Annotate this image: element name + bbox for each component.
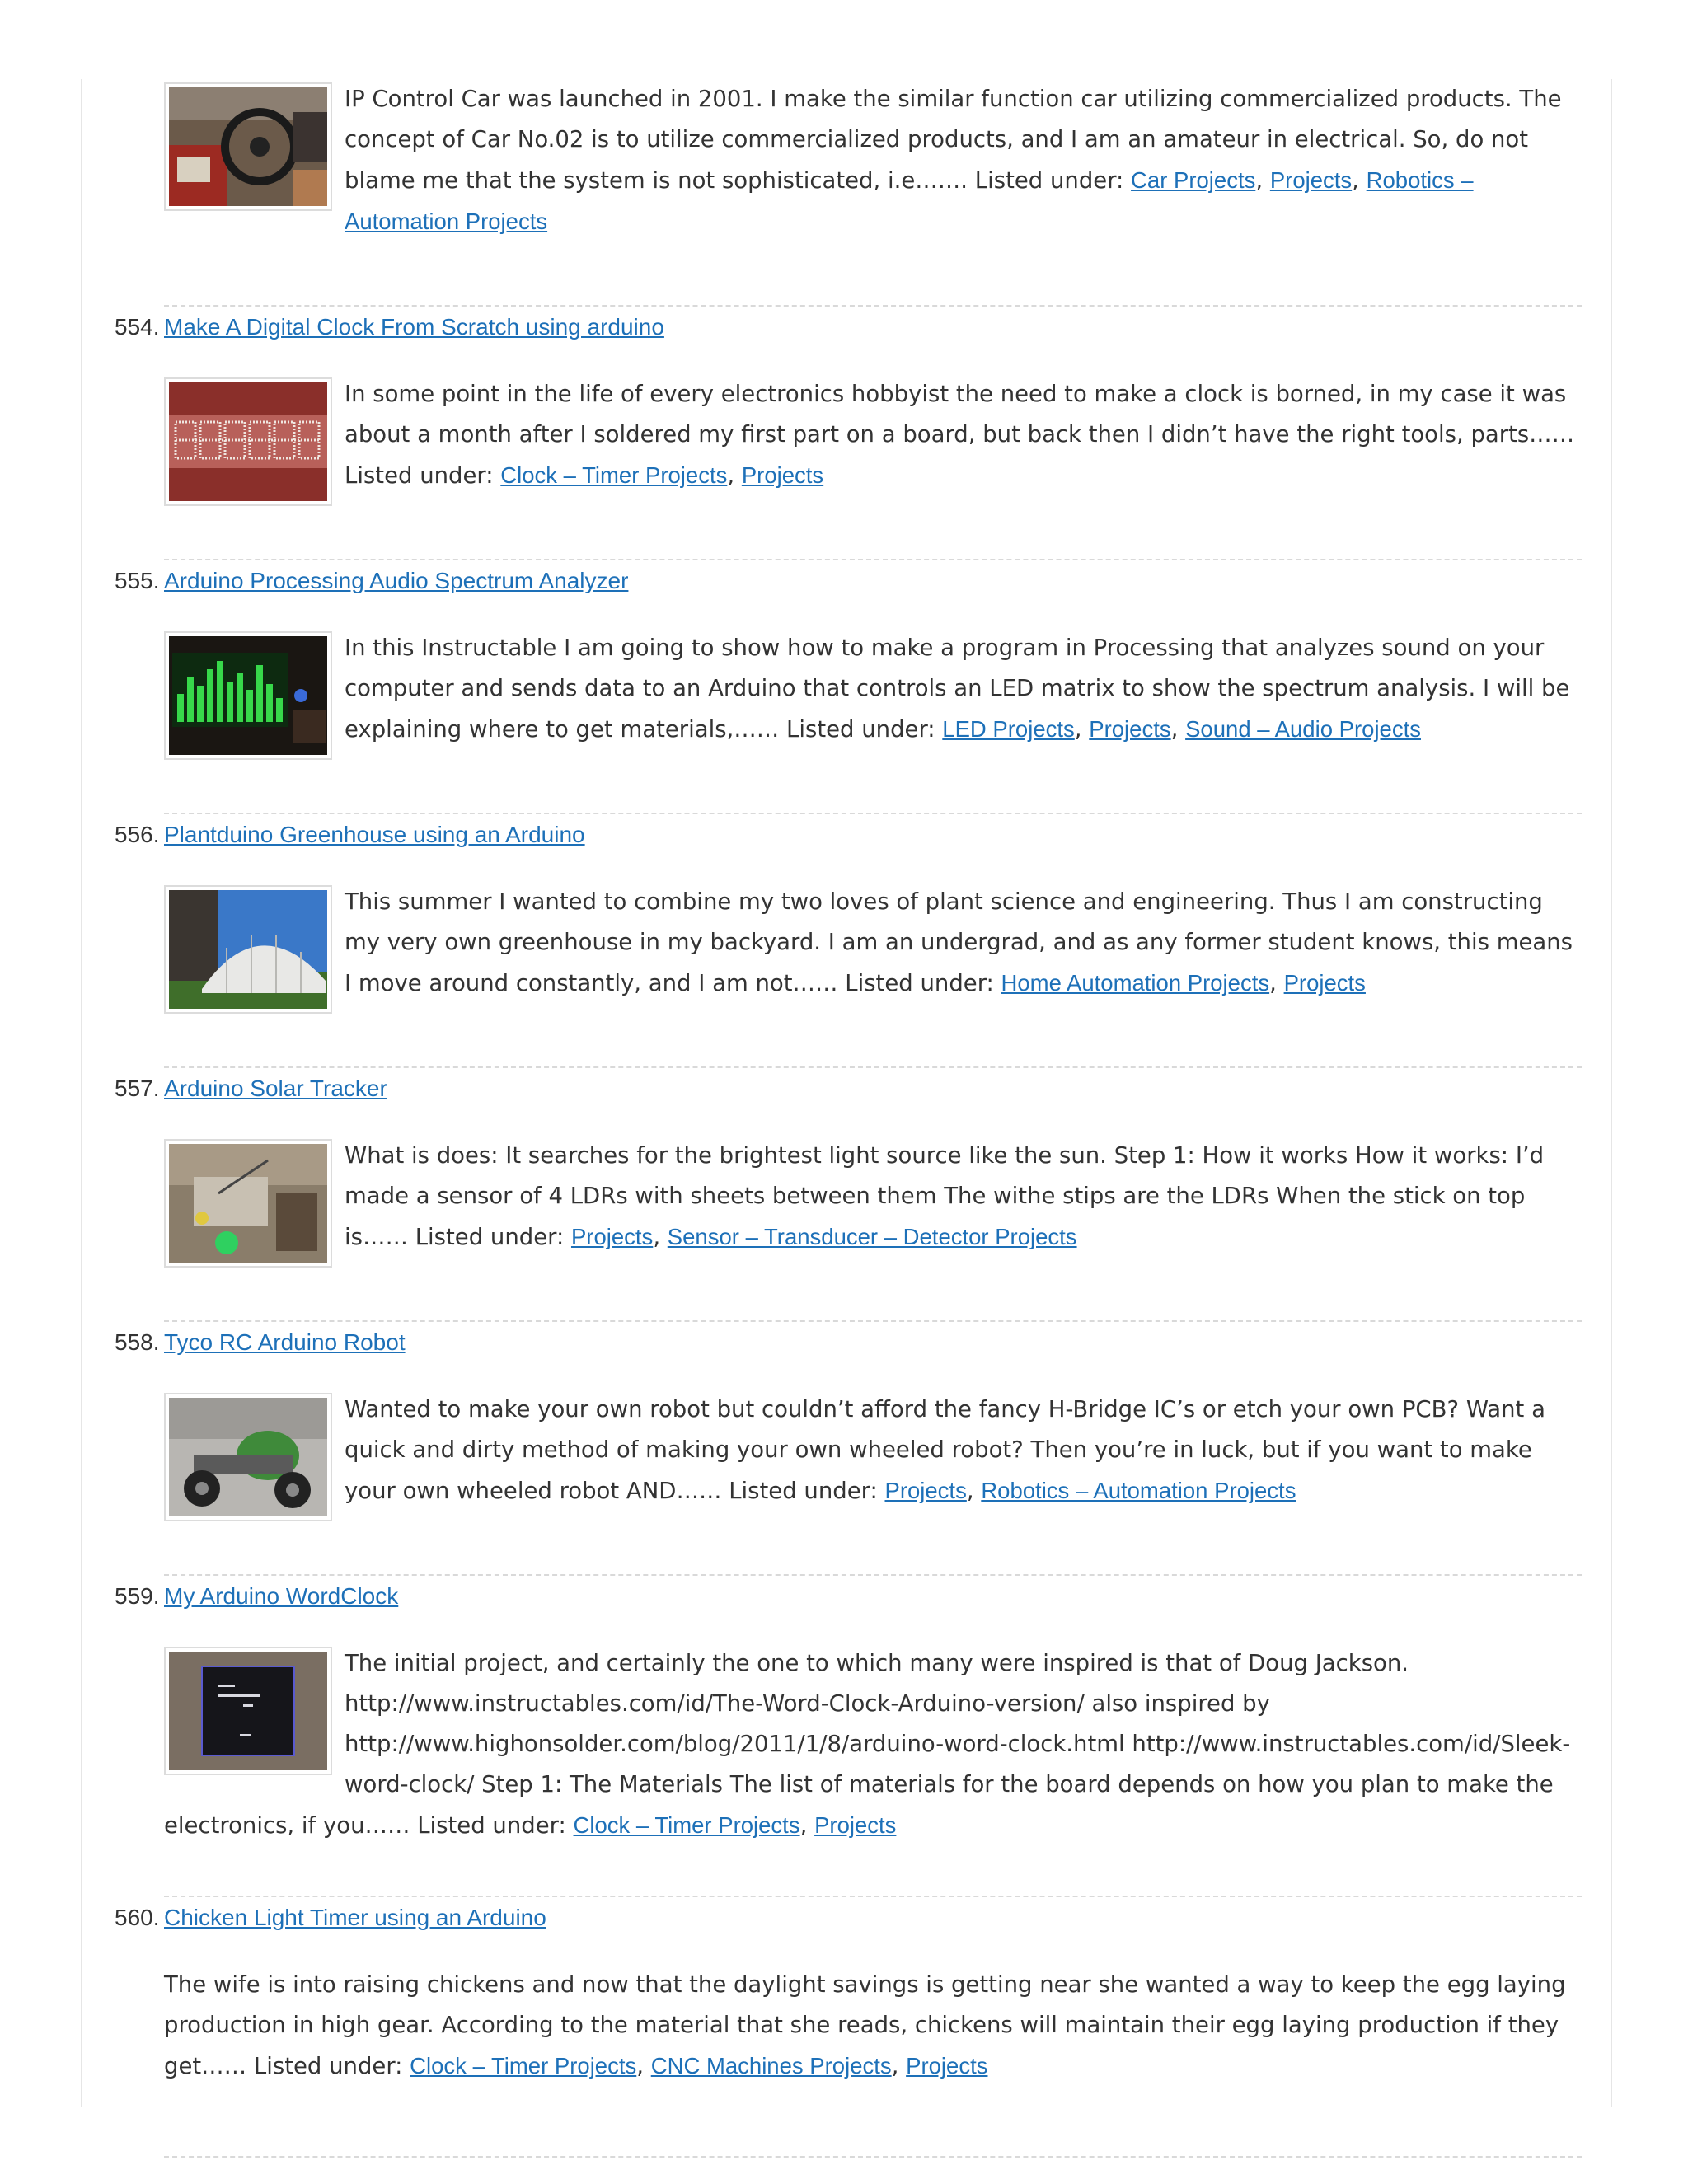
list-item [115, 1896, 1582, 2087]
category-link[interactable]: Projects [1269, 167, 1353, 193]
led-clock-image [169, 382, 327, 501]
category-link[interactable]: Projects [1283, 970, 1366, 996]
category-link[interactable]: Robotics – Automation Projects [981, 1478, 1296, 1503]
project-title-link[interactable]: Tyco RC Arduino Robot [164, 1329, 406, 1355]
category-link[interactable]: Car Projects [1131, 167, 1256, 193]
list-item [115, 813, 1582, 1009]
project-list [115, 79, 1582, 2158]
list-item [115, 559, 1582, 755]
solar-tracker-image [169, 1144, 327, 1263]
car-dashboard-image [169, 87, 327, 206]
project-description: IP Control Car was launched in 2001. I make the similar function car utilizing commercialized products. The concept of Car No.02 is to utilize commercialized products, and I am an amateur in electrical. So, do not blame me that the system is not sophisticated, i.e……. Listed under: Car Projects, Projects, Robotics – Automation Projects [345, 86, 1562, 234]
category-link[interactable]: CNC Machines Projects [650, 2053, 892, 2079]
project-thumbnail[interactable] [164, 631, 332, 760]
project-description: In this Instructable I am going to show how to make a program in Processing that analyzes sound on your computer and sends data to an Arduino that controls an LED matrix to show the spectrum analysis. I will be explaining where to get materials,…… Listed under: LED Projects, Projects, Sound – Audio Projects [345, 635, 1570, 743]
list-item [115, 305, 1582, 501]
list-item [115, 79, 1582, 242]
list-item [115, 1066, 1582, 1263]
item-number: 560. [115, 1905, 160, 1930]
project-title-link[interactable]: My Arduino WordClock [164, 1583, 399, 1609]
project-thumbnail[interactable] [164, 82, 332, 211]
project-title-link[interactable]: Arduino Solar Tracker [164, 1076, 387, 1101]
project-title-link[interactable]: Make A Digital Clock From Scratch using arduino [164, 314, 664, 340]
project-thumbnail[interactable] [164, 377, 332, 506]
led-matrix-image [169, 636, 327, 755]
item-number: 558. [115, 1329, 160, 1355]
item-number: 556. [115, 822, 160, 847]
project-title-link[interactable]: Arduino Processing Audio Spectrum Analyzer [164, 568, 629, 593]
project-description: This summer I wanted to combine my two loves of plant science and engineering. Thus I am constructing my very own greenhouse in my backyard. I am an undergrad, and as any former student knows, this means I move around constantly, and I am not…… Listed under: Home Automation Projects, Projects [345, 888, 1573, 996]
category-link[interactable]: Sensor – Transducer – Detector Projects [667, 1224, 1077, 1249]
rc-robot-image [169, 1398, 327, 1516]
divider [164, 2156, 1582, 2158]
project-description: What is does: It searches for the brightest light source like the sun. Step 1: How it works How it works: I’d made a sensor of 4 LDRs with sheets between them The withe stips are the LDRs When the stick on top is…… Listed under: Projects, Sensor – Transducer – Detector Projects [345, 1142, 1545, 1250]
item-number: 557. [115, 1076, 160, 1101]
category-link[interactable]: Projects [884, 1478, 967, 1503]
category-link[interactable]: Projects [1089, 716, 1171, 742]
project-description: In some point in the life of every electronics hobbyist the need to make a clock is borned, in my case it was about a month after I soldered my first part on a board, but back then I didn’t have the right tools, parts…… Listed under: Clock – Timer Projects, Projects [345, 381, 1575, 489]
category-link[interactable]: Clock – Timer Projects [500, 462, 728, 488]
project-thumbnail[interactable] [164, 1647, 332, 1775]
list-item [115, 1574, 1582, 1846]
item-number: 554. [115, 314, 160, 340]
project-description: Wanted to make your own robot but couldn’t afford the fancy H-Bridge IC’s or etch your own PCB? Want a quick and dirty method of making your own wheeled robot? Then you’re in luck, but if you want to make your own wheeled robot AND…… Listed under: Projects, Robotics – Automation Projects [345, 1396, 1545, 1504]
category-link[interactable]: Projects [570, 1224, 654, 1249]
greenhouse-image [169, 890, 327, 1009]
category-link[interactable]: Clock – Timer Projects [410, 2053, 637, 2079]
category-link[interactable]: Projects [741, 462, 824, 488]
category-link[interactable]: Home Automation Projects [1001, 970, 1270, 996]
list-item [115, 1320, 1582, 1516]
project-thumbnail[interactable] [164, 1393, 332, 1521]
category-link[interactable]: Projects [814, 1812, 897, 1838]
item-number: 559. [115, 1583, 160, 1609]
project-description: The wife is into raising chickens and now that the daylight savings is getting near she wanted a way to keep the egg laying production in high gear. According to the material that she reads, chickens will maintain their egg laying production if they get…… Listed under: Clock – Timer Projects, CNC Machines Projects, Projects [164, 1971, 1566, 2079]
word-clock-image [169, 1652, 327, 1770]
project-title-link[interactable]: Plantduino Greenhouse using an Arduino [164, 822, 585, 847]
category-link[interactable]: Robotics – Automation Projects [345, 167, 1474, 234]
project-thumbnail[interactable] [164, 885, 332, 1014]
project-description: The initial project, and certainly the one to which many were inspired is that of Doug Jackson. http://www.instructables.com/id/The-Word-Clock-Arduino-version/ also inspired by http://www.highonsolder.com/blog/2011/1/8/arduino-word-clock.html http://www.instructables.com/id/Sleek-word-clock/ Step 1: The Materials The list of materials for the board depends on how you plan to make the electronics, if you…… Listed under: Clock – Timer Projects, Projects [164, 1650, 1571, 1839]
category-link[interactable]: Clock – Timer Projects [573, 1812, 800, 1838]
project-thumbnail[interactable] [164, 1139, 332, 1268]
project-title-link[interactable]: Chicken Light Timer using an Arduino [164, 1905, 546, 1930]
category-link[interactable]: LED Projects [942, 716, 1075, 742]
item-number: 555. [115, 568, 160, 593]
category-link[interactable]: Projects [906, 2053, 988, 2079]
category-link[interactable]: Sound – Audio Projects [1185, 716, 1421, 742]
